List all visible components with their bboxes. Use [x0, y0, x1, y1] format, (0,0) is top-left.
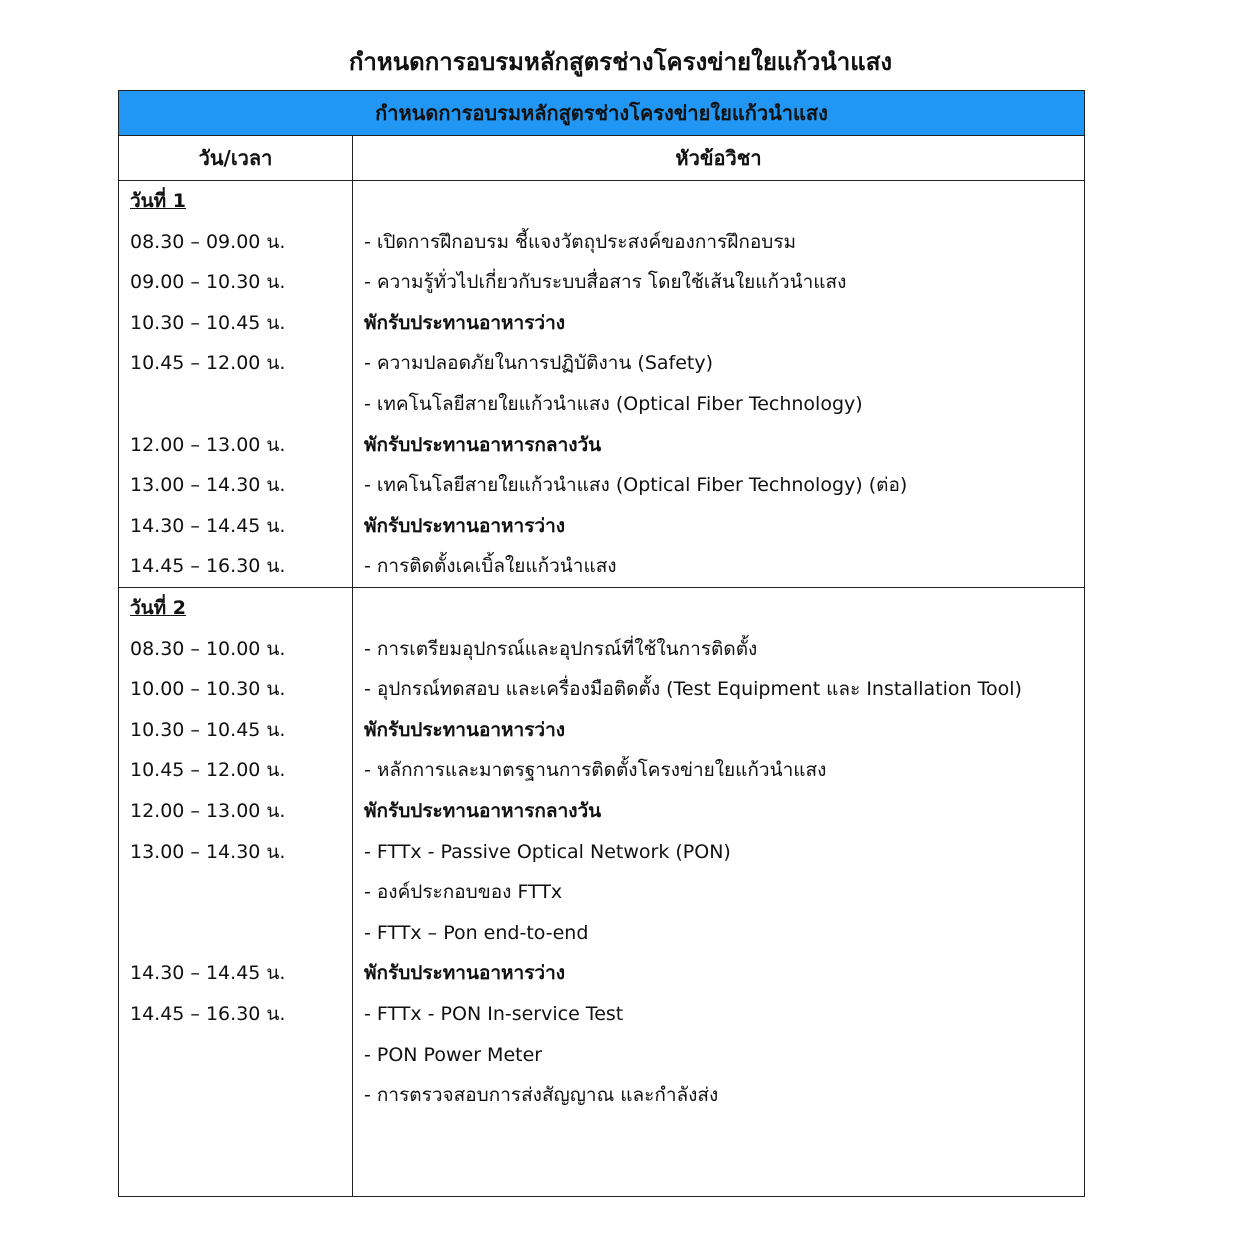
time-cell: 13.00 – 14.30 น. [130, 840, 286, 863]
time-cell: 14.30 – 14.45 น. [130, 514, 286, 537]
table-row [119, 629, 1084, 670]
table-row [119, 832, 1084, 873]
table-row [119, 872, 1084, 913]
table-row [119, 384, 1084, 425]
break-cell: พักรับประทานอาหารกลางวัน [364, 800, 602, 822]
day-label-row [119, 181, 1084, 222]
subject-cell: - ความปลอดภัยในการปฏิบัติงาน (Safety) [364, 352, 714, 375]
time-cell: 12.00 – 13.00 น. [130, 800, 286, 822]
time-cell: 14.30 – 14.45 น. [130, 962, 286, 985]
document-title: กำหนดการอบรมหลักสูตรช่างโครงข่ายใยแก้วนำแสง [348, 48, 893, 76]
subject-cell: - FTTx - PON In-service Test [364, 1003, 624, 1025]
subject-cell: - ความรู้ทั่วไปเกี่ยวกับระบบสื่อสาร โดยใช้เส้นใยแก้วนำแสง [364, 271, 847, 294]
table-row [119, 425, 1084, 466]
break-cell: พักรับประทานอาหารว่าง [364, 311, 566, 334]
day-label-row [119, 588, 1084, 629]
table-row [119, 710, 1084, 751]
table-row [119, 546, 1084, 587]
table-header-banner: กำหนดการอบรมหลักสูตรช่างโครงข่ายใยแก้วนำแสง [119, 91, 1084, 136]
table-row [119, 222, 1084, 263]
table-row [119, 465, 1084, 506]
column-header-subject: หัวข้อวิชา [353, 136, 1084, 181]
subject-cell: - เปิดการฝึกอบรม ชี้แจงวัตถุประสงค์ของการฝึกอบรม [364, 230, 797, 253]
table-row [119, 1075, 1084, 1116]
day-label: วันที่ 1 [130, 190, 187, 212]
table-row [119, 791, 1084, 832]
table-row [119, 750, 1084, 791]
subject-cell: - อุปกรณ์ทดสอบ และเครื่องมือติดตั้ง (Test Equipment และ Installation Tool) [364, 678, 1022, 701]
subject-cell: - FTTx – Pon end-to-end [364, 921, 589, 944]
time-cell: 08.30 – 09.00 น. [130, 230, 286, 253]
time-cell: 12.00 – 13.00 น. [130, 433, 286, 456]
break-cell: พักรับประทานอาหารว่าง [364, 718, 566, 741]
time-cell: 10.30 – 10.45 น. [130, 311, 286, 334]
subject-cell: - PON Power Meter [364, 1043, 543, 1066]
break-cell: พักรับประทานอาหารกลางวัน [364, 433, 602, 456]
column-header-time: วัน/เวลา [119, 136, 352, 181]
day-2-section [119, 588, 1084, 1197]
time-cell: 10.30 – 10.45 น. [130, 718, 286, 741]
table-row [119, 994, 1084, 1035]
time-cell: 14.45 – 16.30 น. [130, 1003, 286, 1025]
table-row [119, 953, 1084, 994]
table-row [119, 913, 1084, 954]
schedule-table [118, 90, 1085, 1197]
break-cell: พักรับประทานอาหารว่าง [364, 962, 566, 985]
subject-cell: - เทคโนโลยีสายใยแก้วนำแสง (Optical Fiber Technology) (ต่อ) [364, 474, 908, 497]
time-cell: 10.45 – 12.00 น. [130, 352, 286, 375]
table-row [119, 303, 1084, 344]
day-1-section [119, 181, 1084, 588]
table-row [119, 506, 1084, 547]
subject-cell: - การติดตั้งเคเบิ้ลใยแก้วนำแสง [364, 555, 617, 578]
table-row [119, 669, 1084, 710]
time-cell: 09.00 – 10.30 น. [130, 271, 286, 294]
table-row [119, 343, 1084, 384]
subject-cell: - การตรวจสอบการส่งสัญญาณ และกำลังส่ง [364, 1084, 719, 1107]
subject-cell: - FTTx - Passive Optical Network (PON) [364, 840, 731, 863]
time-cell: 10.00 – 10.30 น. [130, 678, 286, 701]
subject-cell: - การเตรียมอุปกรณ์และอุปกรณ์ที่ใช้ในการติดตั้ง [364, 637, 758, 660]
break-cell: พักรับประทานอาหารว่าง [364, 514, 566, 537]
subject-cell: - หลักการและมาตรฐานการติดตั้งโครงข่ายใยแก้วนำแสง [364, 759, 827, 782]
time-cell: 14.45 – 16.30 น. [130, 555, 286, 578]
subject-cell: - เทคโนโลยีสายใยแก้วนำแสง (Optical Fiber Technology) [364, 393, 863, 415]
table-row [119, 1035, 1084, 1076]
subject-cell: - องค์ประกอบของ FTTx [364, 881, 563, 904]
time-cell: 13.00 – 14.30 น. [130, 474, 286, 497]
day-label: วันที่ 2 [130, 597, 187, 619]
time-cell: 08.30 – 10.00 น. [130, 637, 286, 660]
time-cell: 10.45 – 12.00 น. [130, 759, 286, 782]
table-row [119, 262, 1084, 303]
